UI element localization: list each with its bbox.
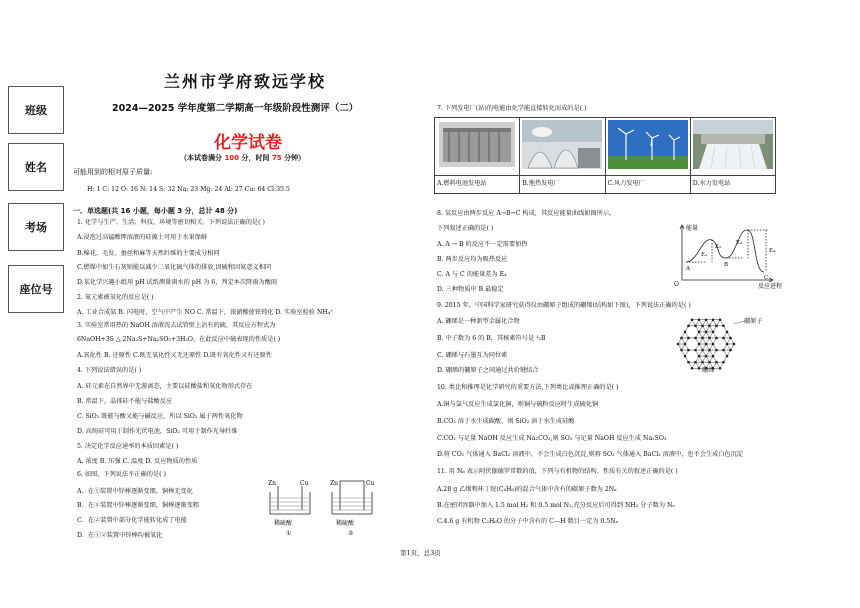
- q7-option-a: A.燃料电池发电站: [435, 176, 520, 194]
- boron-atom: [726, 331, 729, 334]
- left-line-21: C．在②装置中部分化学能转化成了电能: [77, 517, 187, 524]
- note-prefix: （本试卷满分: [180, 154, 225, 162]
- boron-atom: [726, 355, 729, 358]
- left-line-13: B. 常温下，晶体硅不能与盐酸反应: [77, 398, 173, 405]
- q7-img-c: [605, 118, 690, 176]
- q11-option-a: A.28 g 乙烯和环丁烷(C₄H₈)的混合气体中含有的碳原子数为 2Nₐ: [437, 486, 617, 493]
- q11-option-b: B.在密闭容器中加入 1.5 mol H₂ 和 0.5 mol N₂,充分反应后可得到 NH₃ 分子数为 Nₐ: [437, 502, 675, 509]
- q9-stem: 9. 2015 年，中国科学家研究获得仅由硼原子组成的硼烯(结构如下图)，下列说法正确的是( ): [437, 302, 691, 309]
- boron-atom: [694, 361, 697, 364]
- acid-label-2: 稀硫酸: [336, 520, 355, 527]
- q9-option-c: C. 硼烯与石墨互为同位素: [437, 352, 508, 359]
- boron-atom: [708, 325, 711, 328]
- boron-atom: [687, 325, 690, 328]
- seat-label: 座位号: [19, 283, 53, 296]
- graph-c: C: [764, 275, 769, 281]
- q10-option-b: B.CO₂ 溶于水生成碳酸，则 SiO₂ 溶于水生成硅酸: [437, 418, 575, 425]
- q9-option-d: D. 硼烯的硼原子之间通过共价键结合: [437, 367, 539, 374]
- left-line-4: C.燃煤中加生石灰则能以减少二氧化硫气体的排放,因硫和因氮意义相同: [77, 264, 272, 271]
- boron-atom: [708, 337, 711, 340]
- boron-atom: [680, 349, 683, 352]
- q8-option-c: C. A 与 C 的能量差为 E₄: [437, 271, 507, 278]
- boron-atom: [705, 355, 708, 358]
- left-line-3: B.棉花、毛发、蚕丝和麻等天然纤维的主要成分相同: [77, 250, 220, 257]
- boron-atom: [698, 331, 701, 334]
- section1-title: 一、单选题(共 16 小题，每小题 3 分，总计 48 分): [73, 207, 238, 215]
- cu-label-1: Cu: [300, 480, 309, 487]
- q8-stem: 8. 某反应由两步反应 A→B→C 构成，其反应能量曲线如图所示。: [437, 210, 616, 217]
- boron-atom: [722, 325, 725, 328]
- left-line-2: A.浸泡过高锰酸钾溶液的硅藻土可用于水果保鲜: [77, 234, 208, 241]
- school-name: 兰州市学府致远学校: [164, 72, 327, 91]
- note-suffix: 分钟）: [281, 154, 306, 162]
- graph-e3: E₃: [736, 240, 743, 246]
- boron-atom: [722, 337, 725, 340]
- boron-atom: [712, 318, 715, 321]
- boron-atom: [684, 355, 687, 358]
- boron-atom: [701, 337, 704, 340]
- boron-atom: [698, 318, 701, 321]
- boron-atom: [694, 337, 697, 340]
- left-line-17: A. 浓度 B. 压强 C. 温度 D. 反应物质的性质: [77, 458, 198, 465]
- left-line-15: D. 高纯硅可用于制作光伏电池，SiO₂ 可用于制作光导纤维: [77, 428, 238, 435]
- q8-option-a: A. A → B 的反应不一定需要加热: [437, 241, 528, 248]
- atomic-mass-values: H: 1 C: 12 O: 16 N: 14 S: 32 Na: 23 Mg: 24 Al: 27 Cu: 64 Cl:35.5: [87, 186, 290, 193]
- wind-farm-image: [606, 118, 690, 171]
- graph-a: A: [686, 266, 690, 272]
- boron-atom: [715, 361, 718, 364]
- q8-option-d: D. 三种物质中 B 最稳定: [437, 286, 504, 293]
- name-box: [8, 143, 64, 191]
- q7-option-c: C.风力发电厂: [605, 176, 690, 194]
- boron-atom: [701, 361, 704, 364]
- boron-atom: [691, 367, 694, 370]
- boron-atom: [677, 343, 680, 346]
- q8-option-b: B. 两步反应均为吸热反应: [437, 256, 508, 263]
- boron-atom: [698, 343, 701, 346]
- boron-atom-label: 硼原子: [744, 318, 763, 325]
- geothermal-plant-image: [520, 118, 604, 171]
- boron-atom: [701, 325, 704, 328]
- left-line-18: 6. 如图，下列说法不正确的是( ): [77, 471, 166, 478]
- q7-img-a: [435, 118, 520, 176]
- q7-option-d: D.水力发电站: [690, 176, 775, 194]
- boron-atom: [698, 355, 701, 358]
- fuel-cell-plant-image: [435, 118, 519, 171]
- boron-atom: [691, 318, 694, 321]
- left-line-19: A．在①装置中锌棒逐渐变细，铜棒无变化: [77, 488, 193, 495]
- left-line-14: C. SiO₂ 既能与酸又能与碱反应，所以 SiO₂ 属于两性氧化物: [77, 413, 243, 420]
- note-score: 100: [224, 154, 240, 162]
- graph-y-label: 能量: [686, 225, 699, 232]
- left-line-1: 1. 化学与生产、生活、科技、环境等密切相关。下列说法正确的是( ): [77, 219, 265, 226]
- q10-stem: 10. 类比和推理是化学研究的重要方法,下列类比或推理正确的是( ): [437, 384, 619, 391]
- boron-atom: [722, 349, 725, 352]
- q8-stem2: 下列叙述正确的是( ): [437, 225, 494, 232]
- graph-b: B: [724, 262, 729, 268]
- boron-atom: [719, 367, 722, 370]
- q9-option-a: A. 硼烯是一种新型金属化合物: [437, 318, 520, 325]
- boron-atom: [694, 325, 697, 328]
- graph-e2: E₂: [715, 244, 722, 250]
- hydro-plant-image: [691, 118, 775, 171]
- boron-atom: [715, 349, 718, 352]
- cell-number-2: ②: [348, 530, 354, 537]
- class-label: 班级: [25, 104, 47, 117]
- boron-atom: [715, 337, 718, 340]
- name-label: 姓名: [25, 161, 47, 174]
- boron-atom: [687, 337, 690, 340]
- q11-stem: 11. 用 Nₐ 表示阿伏伽德罗常数的值，下列与有机物的结构、性质有关的叙述正确的是( ): [437, 468, 678, 475]
- graph-e4: E₄: [769, 248, 776, 254]
- q7-stem: 7. 下列发电厂(站)的电能由化学能直接转化而成的是( ): [437, 105, 587, 112]
- boron-atom: [729, 337, 732, 340]
- boron-atom: [698, 367, 701, 370]
- q10-option-d: D.将 CO₂ 气体通入 BaCl₂ 溶液中，不会生成白色沉淀,则将 SO₂ 气体通入 BaCl₂ 溶液中，也不会生成白色沉淀: [437, 451, 744, 458]
- left-line-7: A. 工业合成氨 B. 闪电时，空气中产生 NO C. 常温下，浓硝酸使铁钝化 D. 实验室检验 NH₄⁺: [77, 309, 334, 316]
- left-line-8: 3. 实验室常用热的 NaOH 溶液洗去试管壁上沾有的硫，其反应方程式为: [77, 322, 276, 329]
- q7-option-b: B.地热发电厂: [520, 176, 605, 194]
- boron-atom: [712, 355, 715, 358]
- q7-img-b: [520, 118, 605, 176]
- page-footer: 第1页，总3页: [400, 549, 441, 557]
- boron-atom: [733, 343, 736, 346]
- left-line-20: B．在②装置中锌棒逐渐变细，铜棒逐渐变粗: [77, 502, 200, 509]
- left-line-22: D．在①②装置中锌棒均被氧化: [77, 532, 163, 539]
- boron-atom: [701, 349, 704, 352]
- boron-atom: [680, 337, 683, 340]
- borophene-structure: [672, 312, 782, 376]
- zn-label-1: Zn: [268, 480, 277, 487]
- left-line-12: A. 硅元素在自然界中无游离态，主要以硅酸盐和氧化物形式存在: [77, 383, 253, 390]
- boron-atom: [726, 343, 729, 346]
- atom-pointer-line: [734, 321, 744, 324]
- exam-title: 2024—2025 学年度第二学期高一年级阶段性测评（二）: [112, 103, 359, 114]
- boron-atom: [687, 361, 690, 364]
- atomic-mass-title: 可能用到的相对原子质量:: [73, 168, 153, 176]
- q11-option-c: C.4.6 g 有机物 C₂H₆O 的分子中含有的 C—H 数目一定为 0.5Nₐ: [437, 518, 618, 525]
- borophene-label: 硼烯: [702, 367, 715, 374]
- boron-atom: [722, 361, 725, 364]
- boron-atom: [712, 331, 715, 334]
- exam-room-box: [8, 203, 64, 251]
- cu-label-2: Cu: [366, 480, 375, 487]
- subject-title: 化学试卷: [214, 133, 282, 153]
- q10-option-a: A.铜与氯气反应生成氯化铜，则铜与硫粉反应时生成硫化铜: [437, 401, 599, 408]
- exam-note: [180, 153, 305, 163]
- q9-option-b: B. 中子数为 6 的 B，其核素符号是 ¹₅B: [437, 335, 546, 342]
- boron-atom: [687, 349, 690, 352]
- graph-x-label: 反应进程: [758, 283, 783, 290]
- exam-room-label: 考场: [25, 221, 47, 234]
- left-line-6: 2. 氮元素被氧化的反应是( ): [77, 294, 154, 301]
- q10-option-c: C.CO₂ 与足量 NaOH 反应生成 Na₂CO₃,则 SO₂ 与足量 NaOH 反应生成 Na₂SO₃: [437, 435, 667, 442]
- left-line-5: D.某化学兴趣小组用 pH 试纸测量雨水的 pH 为 6，判定本次降雨为酸雨: [77, 279, 278, 286]
- boron-atom: [694, 349, 697, 352]
- boron-atom: [729, 349, 732, 352]
- class-box: [8, 86, 64, 134]
- note-time: 75: [271, 154, 282, 162]
- q7-options-table: [434, 117, 776, 194]
- note-mid: 分，时间: [239, 154, 272, 162]
- q7-img-d: [690, 118, 775, 176]
- graph-e1: E₁: [701, 252, 708, 258]
- boron-atom: [705, 343, 708, 346]
- boron-atom: [708, 361, 711, 364]
- left-line-11: 4. 下列说法错误的是( ): [77, 367, 142, 374]
- seat-box: [8, 265, 64, 313]
- acid-label-1: 稀硫酸: [274, 520, 293, 527]
- left-line-9: 6NaOH+3S △ 2Na₂S+Na₂SO₃+3H₂O。在此反应中硫表现的性质是( ): [77, 336, 281, 343]
- boron-atom: [708, 349, 711, 352]
- boron-atom: [684, 343, 687, 346]
- boron-atom: [705, 331, 708, 334]
- cell-number-1: ①: [286, 530, 292, 537]
- boron-atom: [719, 318, 722, 321]
- energy-profile-graph: [672, 220, 792, 292]
- boron-atom: [684, 331, 687, 334]
- boron-atom: [715, 325, 718, 328]
- boron-atom: [712, 343, 715, 346]
- zn-label-2: Zn: [330, 480, 339, 487]
- galvanic-cells-figure: [262, 478, 382, 538]
- boron-atom: [705, 318, 708, 321]
- left-line-10: A.氧化性 B. 还原性 C.既无氧化性又无还原性 D.既有氧化性又有还原性: [77, 352, 272, 359]
- graph-origin: O: [674, 281, 679, 288]
- left-line-16: 5. 决定化学反应速率的本质因素是( ): [77, 443, 179, 450]
